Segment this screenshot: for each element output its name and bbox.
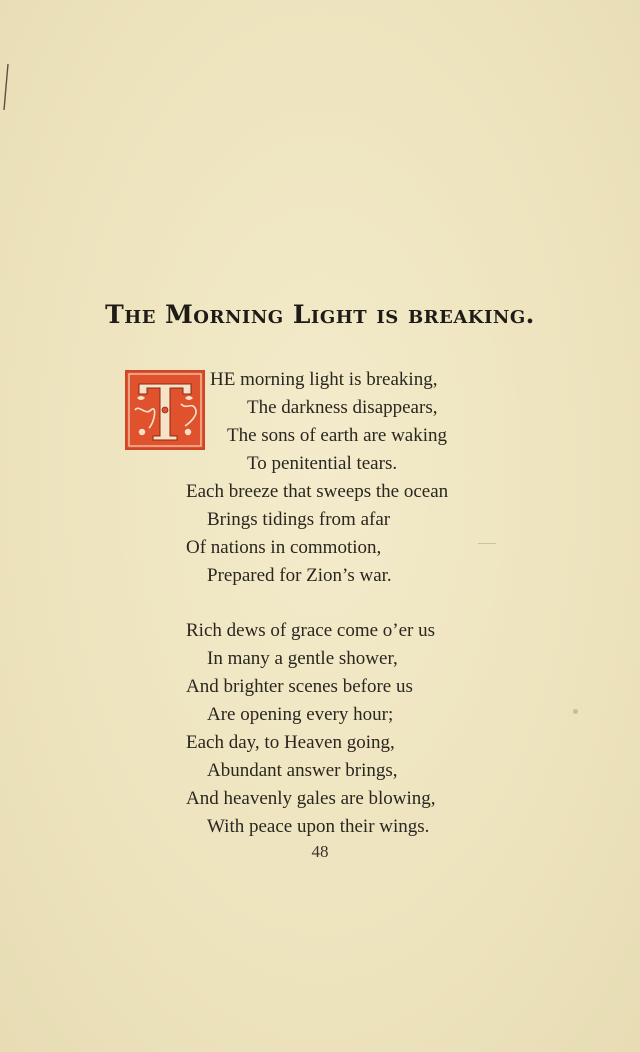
page-edge-mark [2, 64, 10, 110]
poem-line: Of nations in commotion, [186, 537, 382, 558]
poem-title: The Morning Light is breaking. [105, 300, 535, 329]
poem-line: And heavenly gales are blowing, [186, 788, 436, 809]
poem-line: HE morning light is breaking, [210, 369, 438, 390]
paper-spot [573, 709, 578, 714]
poem-line: With peace upon their wings. [207, 816, 430, 837]
poem-line: Brings tidings from afar [207, 509, 391, 530]
poem-line: Each day, to Heaven going, [186, 732, 395, 753]
poem-line: Prepared for Zion’s war. [207, 565, 392, 586]
page-number: 48 [311, 842, 329, 861]
paper-mark [478, 543, 496, 544]
poem-line: To penitential tears. [247, 453, 398, 474]
poem-line: Rich dews of grace come o’er us [186, 620, 436, 641]
poem-line: Abundant answer brings, [207, 760, 398, 781]
floral-initial-icon [125, 370, 205, 450]
poem-line: Each breeze that sweeps the ocean [186, 481, 449, 502]
poem-line: The darkness disappears, [247, 397, 438, 418]
illuminated-initial-t [125, 370, 205, 450]
poem-line: Are opening every hour; [207, 704, 394, 725]
poem-line: In many a gentle shower, [207, 648, 398, 669]
poem-line: And brighter scenes before us [186, 676, 413, 697]
poem-line: The sons of earth are waking [227, 425, 448, 446]
